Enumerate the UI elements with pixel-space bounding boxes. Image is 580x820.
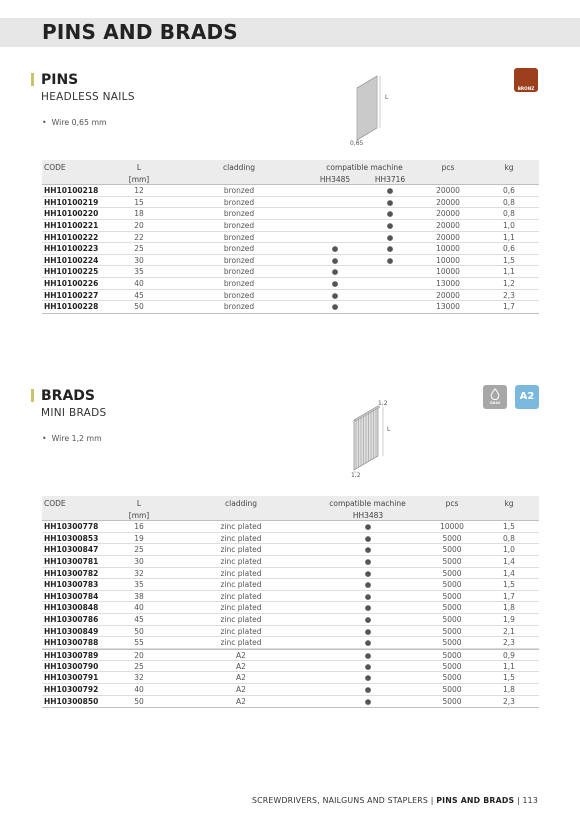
- machine-1-compat-dot: ●: [364, 626, 372, 636]
- pcs-cell: 13000: [436, 279, 460, 289]
- length-cell: 30: [134, 255, 144, 265]
- pins-table: [42, 160, 539, 314]
- brads-table-header: [42, 496, 539, 520]
- kg-cell: 1,1: [503, 267, 515, 277]
- col-machine-1: HH3485: [319, 175, 351, 184]
- pins-strip-illustration: [348, 72, 398, 150]
- pcs-cell: 13000: [436, 302, 460, 312]
- code-cell: HH10100224: [44, 255, 99, 265]
- col-length: L: [136, 499, 142, 508]
- table-row: [42, 232, 539, 244]
- kg-cell: 1,0: [503, 220, 515, 230]
- pcs-cell: 20000: [436, 186, 460, 195]
- length-cell: 32: [134, 568, 144, 578]
- cladding-cell: A2: [236, 673, 246, 683]
- machine-1-compat-dot: ●: [364, 661, 372, 671]
- brads-width-label: 1,2: [378, 400, 388, 407]
- footer-section: PINS AND BRADS: [436, 796, 515, 805]
- table-row: [42, 591, 539, 603]
- col-length-unit: [mm]: [128, 175, 150, 184]
- col-length: L: [136, 163, 142, 172]
- pins-wire-label: 0,65: [350, 140, 364, 147]
- code-cell: HH10100218: [44, 186, 99, 195]
- kg-cell: 2,3: [503, 290, 515, 300]
- kg-cell: 1,4: [503, 556, 515, 566]
- length-cell: 50: [134, 302, 144, 312]
- pins-section: [0, 72, 580, 132]
- code-cell: HH10300789: [44, 651, 99, 661]
- length-cell: 40: [134, 684, 144, 694]
- length-cell: 22: [134, 232, 144, 242]
- section-accent-bar: [31, 73, 34, 86]
- cladding-cell: bronzed: [223, 232, 255, 242]
- galvanized-badge-label: GALV: [489, 401, 501, 405]
- brads-table-body: [42, 520, 539, 708]
- cladding-cell: A2: [236, 651, 246, 661]
- cladding-cell: bronzed: [223, 197, 255, 207]
- bronze-badge-label: BRONZ: [517, 86, 535, 91]
- brads-title: BRADS: [41, 388, 95, 404]
- cladding-cell: A2: [236, 684, 246, 694]
- table-row: [42, 602, 539, 614]
- pins-subtitle: HEADLESS NAILS: [41, 91, 135, 103]
- pcs-cell: 20000: [436, 197, 460, 207]
- code-cell: HH10100227: [44, 290, 99, 300]
- footer-separator: |: [430, 796, 434, 805]
- pcs-cell: 5000: [442, 673, 462, 683]
- pcs-cell: 5000: [442, 568, 462, 578]
- pcs-cell: 5000: [442, 626, 462, 636]
- cladding-cell: zinc plated: [220, 626, 262, 636]
- pins-table-body: [42, 184, 539, 314]
- pcs-cell: 10000: [440, 522, 464, 531]
- pcs-cell: 10000: [436, 244, 460, 254]
- pins-wire-bullet: • Wire 0,65 mm: [42, 118, 107, 127]
- machine-1-compat-dot: ●: [331, 302, 339, 312]
- cladding-cell: zinc plated: [220, 591, 262, 601]
- kg-cell: 2,3: [503, 638, 515, 648]
- cladding-cell: zinc plated: [220, 568, 262, 578]
- pcs-cell: 5000: [442, 615, 462, 625]
- table-row: [42, 579, 539, 591]
- table-row: [42, 533, 539, 545]
- table-row: [42, 220, 539, 232]
- pcs-cell: 5000: [442, 545, 462, 555]
- cladding-cell: bronzed: [223, 220, 255, 230]
- kg-cell: 1,0: [503, 545, 515, 555]
- table-row: [42, 637, 539, 649]
- drop-icon: [490, 388, 500, 400]
- code-cell: HH10300790: [44, 661, 99, 671]
- col-length-unit: [mm]: [128, 511, 150, 520]
- pcs-cell: 5000: [442, 533, 462, 543]
- length-cell: 20: [134, 220, 144, 230]
- col-code: CODE: [44, 163, 66, 172]
- code-cell: HH10300791: [44, 673, 99, 683]
- pcs-cell: 10000: [436, 255, 460, 265]
- col-pcs: pcs: [445, 499, 459, 508]
- kg-cell: 1,7: [503, 591, 515, 601]
- pcs-cell: 5000: [442, 661, 462, 671]
- machine-2-compat-dot: ●: [386, 197, 394, 207]
- code-cell: HH10300782: [44, 568, 99, 578]
- machine-2-compat-dot: ●: [386, 186, 394, 195]
- cladding-cell: bronzed: [223, 255, 255, 265]
- table-row: [42, 661, 539, 673]
- length-cell: 38: [134, 591, 144, 601]
- table-row: [42, 614, 539, 626]
- code-cell: HH10300781: [44, 556, 99, 566]
- machine-1-compat-dot: ●: [364, 568, 372, 578]
- section-accent-bar: [31, 389, 34, 402]
- cladding-cell: zinc plated: [220, 615, 262, 625]
- machine-1-compat-dot: ●: [331, 267, 339, 277]
- col-kg: kg: [504, 499, 514, 508]
- machine-2-compat-dot: ●: [386, 209, 394, 219]
- machine-1-compat-dot: ●: [364, 591, 372, 601]
- pins-table-header: [42, 160, 539, 184]
- kg-cell: 1,9: [503, 615, 515, 625]
- length-cell: 25: [134, 661, 144, 671]
- pcs-cell: 10000: [436, 267, 460, 277]
- cladding-cell: bronzed: [223, 290, 255, 300]
- cladding-cell: A2: [236, 661, 246, 671]
- length-cell: 50: [134, 626, 144, 636]
- col-code: CODE: [44, 499, 66, 508]
- pins-length-label: L: [385, 94, 389, 101]
- cladding-cell: bronzed: [223, 302, 255, 312]
- table-row: [42, 243, 539, 255]
- cladding-cell: zinc plated: [220, 533, 262, 543]
- table-row: [42, 684, 539, 696]
- table-row: [42, 672, 539, 684]
- kg-cell: 0,8: [503, 209, 515, 219]
- kg-cell: 1,5: [503, 580, 515, 590]
- machine-2-compat-dot: ●: [386, 244, 394, 254]
- cladding-cell: zinc plated: [220, 545, 262, 555]
- length-cell: 35: [134, 580, 144, 590]
- table-row: [42, 544, 539, 556]
- machine-1-compat-dot: ●: [364, 696, 372, 706]
- length-cell: 25: [134, 545, 144, 555]
- code-cell: HH10300853: [44, 533, 99, 543]
- col-pcs: pcs: [441, 163, 455, 172]
- code-cell: HH10100228: [44, 302, 99, 312]
- pcs-cell: 5000: [442, 556, 462, 566]
- length-cell: 12: [134, 186, 144, 195]
- col-kg: kg: [504, 163, 514, 172]
- cladding-cell: bronzed: [223, 279, 255, 289]
- pcs-cell: 5000: [442, 638, 462, 648]
- length-cell: 32: [134, 673, 144, 683]
- machine-1-compat-dot: ●: [364, 545, 372, 555]
- col-machine-1: HH3483: [352, 511, 384, 520]
- cladding-cell: zinc plated: [220, 603, 262, 613]
- pcs-cell: 20000: [436, 290, 460, 300]
- length-cell: 19: [134, 533, 144, 543]
- machine-1-compat-dot: ●: [364, 580, 372, 590]
- code-cell: HH10100220: [44, 209, 99, 219]
- machine-1-compat-dot: ●: [364, 522, 372, 531]
- machine-1-compat-dot: ●: [364, 651, 372, 661]
- length-cell: 30: [134, 556, 144, 566]
- col-compatible-machine: compatible machine: [326, 163, 403, 172]
- kg-cell: 1,5: [503, 522, 515, 531]
- code-cell: HH10300849: [44, 626, 99, 636]
- machine-1-compat-dot: ●: [331, 279, 339, 289]
- code-cell: HH10100226: [44, 279, 99, 289]
- table-row: [42, 568, 539, 580]
- cladding-cell: zinc plated: [220, 638, 262, 648]
- machine-1-compat-dot: ●: [331, 255, 339, 265]
- table-row: [42, 208, 539, 220]
- code-cell: HH10300784: [44, 591, 99, 601]
- code-cell: HH10100219: [44, 197, 99, 207]
- code-cell: HH10300778: [44, 522, 99, 531]
- length-cell: 55: [134, 638, 144, 648]
- code-cell: HH10300850: [44, 696, 99, 706]
- kg-cell: 1,4: [503, 568, 515, 578]
- code-cell: HH10300786: [44, 615, 99, 625]
- brads-length-label: L: [387, 426, 391, 433]
- kg-cell: 1,7: [503, 302, 515, 312]
- pcs-cell: 5000: [442, 684, 462, 694]
- pcs-cell: 5000: [442, 696, 462, 706]
- machine-1-compat-dot: ●: [364, 638, 372, 648]
- length-cell: 50: [134, 696, 144, 706]
- length-cell: 20: [134, 651, 144, 661]
- cladding-cell: A2: [236, 696, 246, 706]
- code-cell: HH10300792: [44, 684, 99, 694]
- brads-wire-label: 1,2: [351, 472, 361, 479]
- kg-cell: 1,1: [503, 661, 515, 671]
- table-row: [42, 197, 539, 209]
- pcs-cell: 20000: [436, 209, 460, 219]
- footer-chapter: SCREWDRIVERS, NAILGUNS AND STAPLERS: [252, 796, 429, 805]
- machine-1-compat-dot: ●: [331, 290, 339, 300]
- table-row: [42, 556, 539, 568]
- table-row: [42, 696, 539, 708]
- machine-2-compat-dot: ●: [386, 255, 394, 265]
- code-cell: HH10300847: [44, 545, 99, 555]
- kg-cell: 0,8: [503, 197, 515, 207]
- table-row: [42, 266, 539, 278]
- machine-1-compat-dot: ●: [364, 673, 372, 683]
- length-cell: 45: [134, 290, 144, 300]
- cladding-cell: bronzed: [223, 186, 255, 195]
- col-cladding: cladding: [225, 499, 257, 508]
- kg-cell: 0,6: [503, 244, 515, 254]
- brads-wire-bullet: • Wire 1,2 mm: [42, 434, 102, 443]
- brads-table: [42, 496, 539, 708]
- length-cell: 15: [134, 197, 144, 207]
- pins-title: PINS: [41, 72, 79, 88]
- code-cell: HH10100223: [44, 244, 99, 254]
- cladding-cell: zinc plated: [220, 556, 262, 566]
- kg-cell: 0,9: [503, 651, 515, 661]
- length-cell: 25: [134, 244, 144, 254]
- machine-2-compat-dot: ●: [386, 232, 394, 242]
- kg-cell: 1,1: [503, 232, 515, 242]
- table-row: [42, 278, 539, 290]
- kg-cell: 0,8: [503, 533, 515, 543]
- pcs-cell: 5000: [442, 580, 462, 590]
- cladding-cell: bronzed: [223, 267, 255, 277]
- table-row: [42, 626, 539, 638]
- pcs-cell: 20000: [436, 232, 460, 242]
- kg-cell: 1,8: [503, 684, 515, 694]
- machine-1-compat-dot: ●: [364, 684, 372, 694]
- kg-cell: 1,5: [503, 673, 515, 683]
- pcs-cell: 5000: [442, 603, 462, 613]
- length-cell: 18: [134, 209, 144, 219]
- cladding-cell: zinc plated: [220, 522, 262, 531]
- machine-1-compat-dot: ●: [364, 533, 372, 543]
- length-cell: 40: [134, 279, 144, 289]
- machine-1-compat-dot: ●: [331, 244, 339, 254]
- pcs-cell: 5000: [442, 651, 462, 661]
- footer-separator: |: [517, 796, 520, 805]
- cladding-cell: zinc plated: [220, 580, 262, 590]
- col-compatible-machine: compatible machine: [329, 499, 406, 508]
- a2-badge: A2: [515, 385, 539, 409]
- kg-cell: 1,8: [503, 603, 515, 613]
- table-row: [42, 185, 539, 197]
- code-cell: HH10100221: [44, 220, 99, 230]
- pcs-cell: 20000: [436, 220, 460, 230]
- page-number: 113: [522, 796, 538, 805]
- page-header: [0, 18, 580, 47]
- kg-cell: 2,3: [503, 696, 515, 706]
- table-row: [42, 301, 539, 313]
- code-cell: HH10300848: [44, 603, 99, 613]
- col-cladding: cladding: [223, 163, 255, 172]
- brads-strip-illustration: [346, 396, 396, 482]
- kg-cell: 0,6: [503, 186, 515, 195]
- col-machine-2: HH3716: [374, 175, 406, 184]
- cladding-cell: bronzed: [223, 244, 255, 254]
- table-row: [42, 290, 539, 302]
- machine-2-compat-dot: ●: [386, 220, 394, 230]
- cladding-cell: bronzed: [223, 209, 255, 219]
- bronze-badge: [514, 68, 538, 92]
- length-cell: 16: [134, 522, 144, 531]
- galvanized-badge: [483, 385, 507, 409]
- brads-subtitle: MINI BRADS: [41, 407, 107, 419]
- kg-cell: 1,5: [503, 255, 515, 265]
- length-cell: 35: [134, 267, 144, 277]
- code-cell: HH10300788: [44, 638, 99, 648]
- page-title: PINS AND BRADS: [42, 20, 238, 44]
- machine-1-compat-dot: ●: [364, 556, 372, 566]
- table-row: [42, 255, 539, 267]
- machine-1-compat-dot: ●: [364, 615, 372, 625]
- kg-cell: 2,1: [503, 626, 515, 636]
- code-cell: HH10100222: [44, 232, 99, 242]
- table-row: [42, 649, 539, 661]
- code-cell: HH10100225: [44, 267, 99, 277]
- table-row: [42, 521, 539, 533]
- code-cell: HH10300783: [44, 580, 99, 590]
- kg-cell: 1,2: [503, 279, 515, 289]
- length-cell: 45: [134, 615, 144, 625]
- machine-1-compat-dot: ●: [364, 603, 372, 613]
- length-cell: 40: [134, 603, 144, 613]
- pcs-cell: 5000: [442, 591, 462, 601]
- page-footer: [252, 796, 538, 805]
